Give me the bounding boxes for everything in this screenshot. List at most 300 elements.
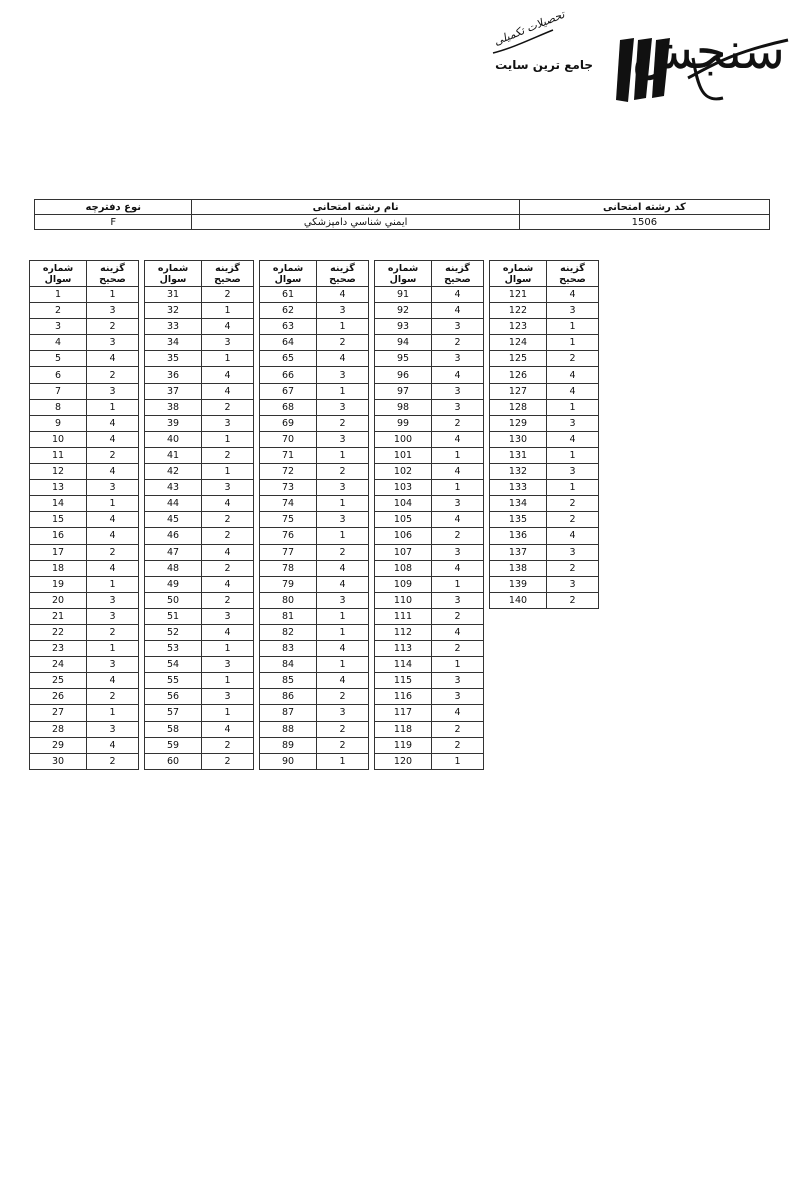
question-number: 115 (375, 673, 432, 689)
question-number: 57 (145, 705, 202, 721)
answer-row (145, 673, 254, 689)
correct-option: 4 (547, 528, 599, 544)
answer-row (30, 560, 139, 576)
answer-row (260, 592, 369, 608)
question-number: 67 (260, 383, 317, 399)
header-correct-option: گزینه صحیح (432, 261, 484, 287)
question-number: 86 (260, 689, 317, 705)
answer-row (490, 399, 599, 415)
correct-option: 2 (547, 592, 599, 608)
correct-option: 2 (202, 512, 254, 528)
question-number: 55 (145, 673, 202, 689)
answer-row (260, 689, 369, 705)
answer-row (145, 641, 254, 657)
answer-row (260, 641, 369, 657)
answer-row (30, 287, 139, 303)
correct-option: 4 (202, 544, 254, 560)
question-number: 119 (375, 737, 432, 753)
question-number: 23 (30, 641, 87, 657)
correct-option: 2 (202, 753, 254, 769)
question-number: 10 (30, 431, 87, 447)
correct-option: 2 (317, 721, 369, 737)
answer-row (375, 480, 484, 496)
answer-row (30, 383, 139, 399)
question-number: 81 (260, 608, 317, 624)
correct-option: 1 (87, 576, 139, 592)
answer-row (490, 287, 599, 303)
answer-row (490, 431, 599, 447)
correct-option: 4 (202, 383, 254, 399)
answer-row (145, 464, 254, 480)
answer-row (145, 705, 254, 721)
answer-row (375, 544, 484, 560)
answer-row (490, 528, 599, 544)
question-number: 68 (260, 399, 317, 415)
correct-option: 2 (317, 335, 369, 351)
correct-option: 4 (432, 624, 484, 640)
question-number: 79 (260, 576, 317, 592)
correct-option: 4 (432, 464, 484, 480)
answer-row (375, 303, 484, 319)
header-question-number: شماره سوال (490, 261, 547, 287)
correct-option: 1 (547, 335, 599, 351)
answer-row (260, 480, 369, 496)
answer-row (490, 544, 599, 560)
correct-option: 4 (547, 431, 599, 447)
answer-row (375, 464, 484, 480)
answer-row (30, 431, 139, 447)
correct-option: 1 (317, 447, 369, 463)
answer-row (490, 367, 599, 383)
answer-row (260, 287, 369, 303)
question-number: 4 (30, 335, 87, 351)
question-number: 117 (375, 705, 432, 721)
question-number: 30 (30, 753, 87, 769)
question-number: 49 (145, 576, 202, 592)
question-number: 112 (375, 624, 432, 640)
correct-option: 2 (432, 721, 484, 737)
answer-row (375, 673, 484, 689)
question-number: 41 (145, 447, 202, 463)
correct-option: 3 (317, 303, 369, 319)
correct-option: 1 (202, 464, 254, 480)
logo-tagline: جامع ترین سایت (495, 58, 593, 72)
answer-row (30, 528, 139, 544)
question-number: 1 (30, 287, 87, 303)
question-number: 44 (145, 496, 202, 512)
correct-option: 1 (432, 480, 484, 496)
correct-option: 3 (432, 673, 484, 689)
answer-row (145, 544, 254, 560)
answer-row (375, 431, 484, 447)
correct-option: 4 (317, 351, 369, 367)
correct-option: 4 (317, 673, 369, 689)
question-number: 3 (30, 319, 87, 335)
correct-option: 4 (317, 287, 369, 303)
answer-row (490, 415, 599, 431)
correct-option: 4 (432, 367, 484, 383)
correct-option: 4 (432, 431, 484, 447)
answer-row (30, 367, 139, 383)
question-number: 12 (30, 464, 87, 480)
correct-option: 1 (432, 447, 484, 463)
answer-row (30, 721, 139, 737)
correct-option: 2 (547, 351, 599, 367)
answer-row (145, 447, 254, 463)
answer-row (490, 335, 599, 351)
correct-option: 3 (547, 464, 599, 480)
header-booklet-type: نوع دفترچه (35, 200, 192, 215)
correct-option: 4 (87, 351, 139, 367)
question-number: 100 (375, 431, 432, 447)
correct-option: 2 (87, 624, 139, 640)
question-number: 98 (375, 399, 432, 415)
answer-row (145, 399, 254, 415)
answer-row (30, 303, 139, 319)
answer-block (29, 260, 139, 770)
question-number: 137 (490, 544, 547, 560)
answer-row (375, 287, 484, 303)
question-number: 56 (145, 689, 202, 705)
correct-option: 1 (202, 705, 254, 721)
question-number: 99 (375, 415, 432, 431)
correct-option: 1 (317, 319, 369, 335)
correct-option: 3 (87, 303, 139, 319)
question-number: 9 (30, 415, 87, 431)
correct-option: 3 (547, 576, 599, 592)
exam-info-header-row (35, 200, 770, 215)
answer-row (260, 737, 369, 753)
answer-row (375, 399, 484, 415)
correct-option: 1 (432, 753, 484, 769)
correct-option: 4 (432, 512, 484, 528)
header-exam-code: کد رشته امتحانی (519, 200, 769, 215)
question-number: 131 (490, 447, 547, 463)
header-correct-option: گزینه صحیح (202, 261, 254, 287)
question-number: 40 (145, 431, 202, 447)
answer-row (260, 303, 369, 319)
answer-block (259, 260, 369, 770)
question-number: 92 (375, 303, 432, 319)
correct-option: 3 (317, 480, 369, 496)
question-number: 7 (30, 383, 87, 399)
answer-header-row (260, 261, 369, 287)
correct-option: 3 (87, 335, 139, 351)
answer-row (145, 512, 254, 528)
correct-option: 1 (317, 383, 369, 399)
correct-option: 3 (432, 319, 484, 335)
answer-block (489, 260, 599, 609)
answer-row (260, 496, 369, 512)
answer-row (490, 512, 599, 528)
answer-row (490, 447, 599, 463)
question-number: 102 (375, 464, 432, 480)
answer-row (145, 721, 254, 737)
question-number: 73 (260, 480, 317, 496)
answer-row (30, 319, 139, 335)
answer-row (145, 592, 254, 608)
question-number: 93 (375, 319, 432, 335)
answer-row (375, 367, 484, 383)
correct-option: 2 (87, 367, 139, 383)
correct-option: 4 (317, 641, 369, 657)
question-number: 32 (145, 303, 202, 319)
correct-option: 1 (317, 657, 369, 673)
answer-row (30, 335, 139, 351)
answer-row (30, 512, 139, 528)
answer-row (145, 608, 254, 624)
correct-option: 4 (202, 496, 254, 512)
question-number: 78 (260, 560, 317, 576)
question-number: 114 (375, 657, 432, 673)
correct-option: 3 (432, 544, 484, 560)
question-number: 136 (490, 528, 547, 544)
question-number: 96 (375, 367, 432, 383)
answer-row (260, 447, 369, 463)
correct-option: 2 (547, 512, 599, 528)
header-question-number: شماره سوال (145, 261, 202, 287)
correct-option: 2 (432, 608, 484, 624)
answer-row (30, 464, 139, 480)
question-number: 89 (260, 737, 317, 753)
answer-row (145, 303, 254, 319)
correct-option: 3 (432, 383, 484, 399)
question-number: 46 (145, 528, 202, 544)
answer-row (145, 367, 254, 383)
answer-row (490, 303, 599, 319)
answer-row (145, 319, 254, 335)
question-number: 124 (490, 335, 547, 351)
answer-row (490, 560, 599, 576)
question-number: 106 (375, 528, 432, 544)
question-number: 108 (375, 560, 432, 576)
answer-row (375, 657, 484, 673)
correct-option: 4 (432, 705, 484, 721)
question-number: 113 (375, 641, 432, 657)
answer-row (145, 737, 254, 753)
question-number: 28 (30, 721, 87, 737)
question-number: 22 (30, 624, 87, 640)
question-number: 90 (260, 753, 317, 769)
answer-row (260, 608, 369, 624)
question-number: 51 (145, 608, 202, 624)
answer-header-row (375, 261, 484, 287)
question-number: 91 (375, 287, 432, 303)
answer-row (375, 319, 484, 335)
correct-option: 4 (432, 287, 484, 303)
correct-option: 3 (317, 592, 369, 608)
answer-row (375, 641, 484, 657)
question-number: 77 (260, 544, 317, 560)
question-number: 8 (30, 399, 87, 415)
answer-row (145, 431, 254, 447)
answer-row (260, 657, 369, 673)
answer-row (375, 689, 484, 705)
question-number: 72 (260, 464, 317, 480)
correct-option: 1 (547, 319, 599, 335)
question-number: 123 (490, 319, 547, 335)
question-number: 34 (145, 335, 202, 351)
answer-row (375, 415, 484, 431)
correct-option: 1 (547, 399, 599, 415)
question-number: 121 (490, 287, 547, 303)
correct-option: 3 (87, 383, 139, 399)
question-number: 109 (375, 576, 432, 592)
correct-option: 2 (87, 544, 139, 560)
question-number: 134 (490, 496, 547, 512)
correct-option: 4 (432, 560, 484, 576)
correct-option: 2 (202, 560, 254, 576)
question-number: 15 (30, 512, 87, 528)
answer-block (374, 260, 484, 770)
question-number: 97 (375, 383, 432, 399)
answer-row (145, 351, 254, 367)
correct-option: 2 (202, 287, 254, 303)
answer-row (260, 528, 369, 544)
correct-option: 3 (87, 608, 139, 624)
correct-option: 4 (87, 528, 139, 544)
correct-option: 4 (202, 367, 254, 383)
answer-row (375, 608, 484, 624)
correct-option: 1 (317, 528, 369, 544)
answer-row (30, 641, 139, 657)
question-number: 31 (145, 287, 202, 303)
correct-option: 3 (317, 512, 369, 528)
answer-row (145, 383, 254, 399)
correct-option: 4 (317, 576, 369, 592)
question-number: 125 (490, 351, 547, 367)
question-number: 135 (490, 512, 547, 528)
answer-row (375, 721, 484, 737)
answer-row (145, 287, 254, 303)
answer-row (260, 351, 369, 367)
booklet-type-value: F (35, 215, 192, 230)
answer-row (260, 319, 369, 335)
correct-option: 3 (87, 592, 139, 608)
correct-option: 3 (202, 480, 254, 496)
correct-option: 2 (432, 335, 484, 351)
correct-option: 1 (432, 576, 484, 592)
answer-row (490, 592, 599, 608)
correct-option: 4 (317, 560, 369, 576)
answer-row (145, 689, 254, 705)
question-number: 105 (375, 512, 432, 528)
answer-row (260, 560, 369, 576)
answer-row (30, 753, 139, 769)
answer-row (375, 737, 484, 753)
correct-option: 1 (317, 608, 369, 624)
correct-option: 1 (547, 447, 599, 463)
question-number: 2 (30, 303, 87, 319)
question-number: 64 (260, 335, 317, 351)
answer-row (375, 335, 484, 351)
correct-option: 4 (87, 464, 139, 480)
answer-row (260, 383, 369, 399)
question-number: 116 (375, 689, 432, 705)
correct-option: 1 (87, 641, 139, 657)
exam-name-value: ايمني شناسي دامپزشكي (192, 215, 519, 230)
question-number: 139 (490, 576, 547, 592)
answer-row (375, 576, 484, 592)
answer-row (30, 689, 139, 705)
correct-option: 1 (87, 705, 139, 721)
answer-row (375, 592, 484, 608)
question-number: 24 (30, 657, 87, 673)
question-number: 122 (490, 303, 547, 319)
question-number: 120 (375, 753, 432, 769)
correct-option: 3 (202, 657, 254, 673)
question-number: 74 (260, 496, 317, 512)
correct-option: 3 (317, 399, 369, 415)
answer-row (490, 351, 599, 367)
answer-row (375, 383, 484, 399)
question-number: 60 (145, 753, 202, 769)
answer-row (145, 753, 254, 769)
question-number: 38 (145, 399, 202, 415)
question-number: 66 (260, 367, 317, 383)
question-number: 61 (260, 287, 317, 303)
question-number: 11 (30, 447, 87, 463)
answer-row (490, 464, 599, 480)
exam-info-table (34, 199, 770, 230)
question-number: 140 (490, 592, 547, 608)
question-number: 70 (260, 431, 317, 447)
question-number: 48 (145, 560, 202, 576)
correct-option: 3 (87, 657, 139, 673)
correct-option: 1 (202, 351, 254, 367)
correct-option: 4 (87, 431, 139, 447)
correct-option: 3 (202, 608, 254, 624)
correct-option: 3 (547, 544, 599, 560)
question-number: 138 (490, 560, 547, 576)
correct-option: 3 (317, 431, 369, 447)
question-number: 75 (260, 512, 317, 528)
logo-tagline-2: تحصیلات تکمیلی (492, 7, 567, 49)
question-number: 5 (30, 351, 87, 367)
answer-row (145, 528, 254, 544)
question-number: 25 (30, 673, 87, 689)
answer-row (145, 624, 254, 640)
answer-row (260, 624, 369, 640)
correct-option: 2 (87, 447, 139, 463)
correct-option: 2 (202, 737, 254, 753)
question-number: 82 (260, 624, 317, 640)
answer-row (145, 335, 254, 351)
answer-row (30, 657, 139, 673)
answer-row (260, 576, 369, 592)
question-number: 26 (30, 689, 87, 705)
correct-option: 2 (317, 737, 369, 753)
correct-option: 3 (317, 367, 369, 383)
answer-row (30, 592, 139, 608)
question-number: 76 (260, 528, 317, 544)
question-number: 71 (260, 447, 317, 463)
correct-option: 1 (317, 753, 369, 769)
answer-row (260, 673, 369, 689)
question-number: 101 (375, 447, 432, 463)
question-number: 63 (260, 319, 317, 335)
answer-row (260, 399, 369, 415)
question-number: 65 (260, 351, 317, 367)
correct-option: 1 (202, 303, 254, 319)
correct-option: 4 (547, 383, 599, 399)
correct-option: 1 (87, 399, 139, 415)
correct-option: 1 (317, 496, 369, 512)
correct-option: 2 (432, 415, 484, 431)
question-number: 58 (145, 721, 202, 737)
correct-option: 2 (317, 689, 369, 705)
correct-option: 3 (202, 689, 254, 705)
